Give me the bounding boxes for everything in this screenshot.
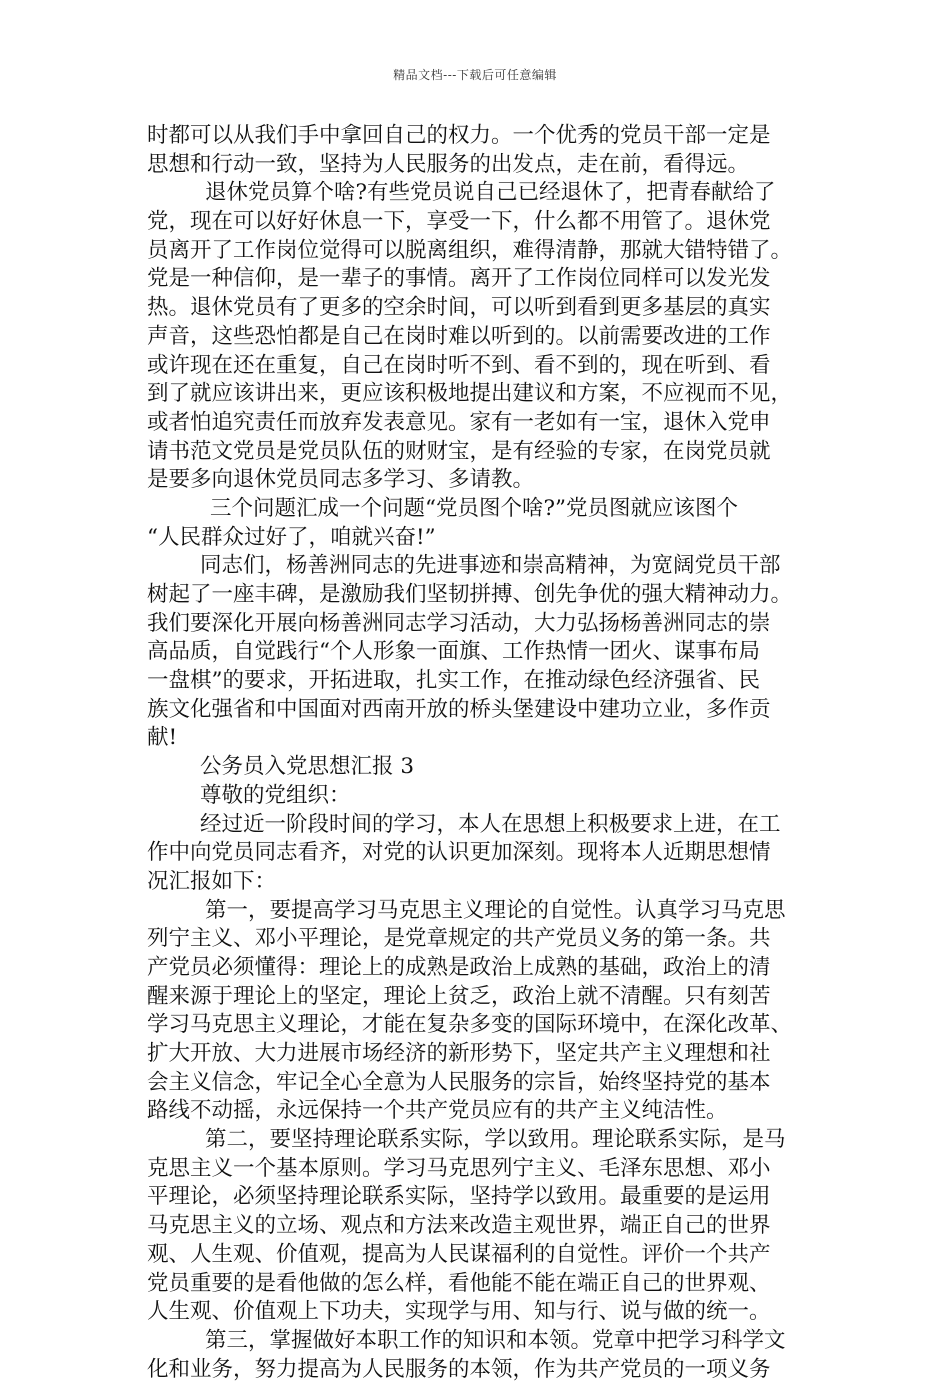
text-line: 党员重要的是看他做的怎么样，看他能不能在端正自己的世界观、 [147,1270,771,1296]
text-line: 作中向党员同志看齐，对党的认识更加深刻。现将本人近期思想情 [147,840,771,866]
text-line: 会主义信念，牢记全心全意为人民服务的宗旨，始终坚持党的基本 [147,1069,771,1095]
text-line: 是要多向退休党员同志多学习、多请教。 [147,467,535,493]
text-line: 声音，这些恐怕都是自己在岗时难以听到的。以前需要改进的工作 [147,323,771,349]
text-line: 或者怕追究责任而放弃发表意见。家有一老如有一宝，退休入党申 [147,409,771,435]
text-line: 尊敬的党组织： [200,782,351,808]
body-text [147,122,813,1384]
text-line: 路线不动摇，永远保持一个共产党员应有的共产主义纯洁性。 [147,1098,728,1124]
text-line: 马克思主义的立场、观点和方法来改造主观世界，端正自己的世界 [147,1213,771,1239]
text-line: 请书范文党员是党员队伍的财财宝，是有经验的专家，在岗党员就 [147,438,771,464]
text-line: 或许现在还在重复，自己在岗时听不到、看不到的，现在听到、看 [147,352,771,378]
text-line: “人民群众过好了，咱就兴奋!” [147,524,436,550]
text-line: 一盘棋”的要求，开拓进取，扎实工作，在推动绿色经济强省、民 [147,668,760,694]
text-line: 退休党员算个啥?有些党员说自己已经退休了，把青春献给了 [205,180,776,206]
text-line: 扩大开放、大力进展市场经济的新形势下，坚定共产主义理想和社 [147,1041,771,1066]
text-line: 第三，掌握做好本职工作的知识和本领。党章中把学习科学文 [205,1327,786,1353]
text-line: 人生观、价值观上下功夫，实现学与用、知与行、说与做的统一。 [147,1299,771,1325]
text-line: 党，现在可以好好休息一下，享受一下，什么都不用管了。退休党 [147,209,771,235]
text-line: 思想和行动一致，坚持为人民服务的出发点，走在前，看得远。 [147,151,750,177]
text-line: 员离开了工作岗位觉得可以脱离组织，难得清静，那就大错特错了。 [147,237,793,263]
text-line: 平理论，必须坚持理论联系实际，坚持学以致用。最重要的是运用 [147,1184,771,1210]
text-line: 献! [147,725,178,751]
text-line: 党是一种信仰，是一辈子的事情。离开了工作岗位同样可以发光发 [147,266,771,292]
text-line: 醒来源于理论上的坚定，理论上贫乏，政治上就不清醒。只有刻苦 [147,983,771,1009]
text-line: 观、人生观、价值观，提高为人民谋福利的自觉性。评价一个共产 [147,1241,771,1267]
text-line: 热。退休党员有了更多的空余时间，可以听到看到更多基层的真实 [147,295,771,321]
text-line: 第一，要提高学习马克思主义理论的自觉性。认真学习马克思 [205,897,786,923]
page-header: 精品文档---下载后可任意编辑 [393,68,557,82]
text-line: 化和业务，努力提高为人民服务的本领，作为共产党员的一项义务 [147,1356,771,1382]
text-line: 时都可以从我们手中拿回自己的权力。一个优秀的党员干部一定是 [147,123,771,148]
text-line: 学习马克思主义理论，才能在复杂多变的国际环境中，在深化改革、 [147,1012,793,1038]
text-line: 第二，要坚持理论联系实际，学以致用。理论联系实际，是马 [205,1127,786,1153]
text-line: 到了就应该讲出来，更应该积极地提出建议和方案，不应视而不见， [147,381,793,407]
text-line: 况汇报如下： [147,868,277,894]
text-line: 公务员入党思想汇报 3 [200,754,415,780]
text-line: 我们要深化开展向杨善洲同志学习活动，大力弘扬杨善洲同志的崇 [147,610,771,636]
text-line: 克思主义一个基本原则。学习马克思列宁主义、毛泽东思想、邓小 [147,1155,771,1181]
text-line: 三个问题汇成一个问题“党员图个啥?”党员图就应该图个 [210,495,739,521]
text-line: 高品质，自觉践行“个人形象一面旗、工作热情一团火、谋事布局 [147,639,760,665]
text-line: 列宁主义、邓小平理论，是党章规定的共产党员义务的第一条。共 [147,926,771,952]
text-line: 产党员必须懂得：理论上的成熟是政治上成熟的基础，政治上的清 [147,954,771,980]
text-line: 族文化强省和中国面对西南开放的桥头堡建设中建功立业，多作贡 [147,696,771,722]
text-line: 树起了一座丰碑，是激励我们坚韧拼搏、创先争优的强大精神动力。 [147,582,793,607]
text-line: 同志们，杨善洲同志的先进事迹和崇高精神，为宽阔党员干部 [200,553,781,579]
text-line: 经过近一阶段时间的学习，本人在思想上积极要求上进，在工 [200,811,781,837]
